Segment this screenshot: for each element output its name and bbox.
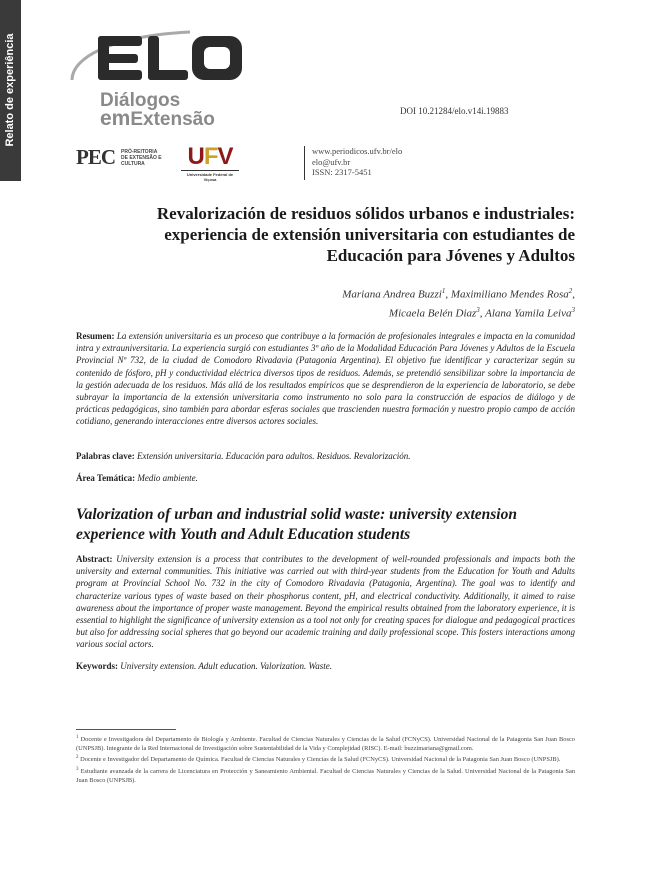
article-title: Revalorización de residuos sólidos urbanos e industriales: experiencia de extensión universitaria con estudiantes de Educación para Jóvenes y Adultos	[156, 204, 575, 265]
author-3: Micaela Belén Diaz	[388, 307, 477, 320]
footnote-3-marker: 3	[76, 767, 79, 773]
author-4-affiliation: 3	[571, 305, 575, 314]
pec-logo	[76, 145, 165, 170]
keywords-label: Keywords:	[76, 661, 118, 671]
ufv-logo	[181, 144, 239, 182]
footnote-3-text: Estudiante avanzada de la carrera de Licenciatura en Protección y Saneamiento Ambiental. Facultad de Ciencias Naturales y Ciencias de la Salud. Universidad Nacional de la Patagonia San Juan Bosco (UNPSJB).	[76, 768, 575, 784]
doi[interactable]: DOI 10.21284/elo.v14i.19883	[400, 106, 509, 116]
area-tematica-section	[76, 472, 575, 484]
ufv-f: F	[203, 143, 218, 170]
area-tematica-text: Medio ambiente.	[137, 473, 198, 483]
footnote-1	[76, 734, 575, 753]
resumen-label: Resumen:	[76, 331, 115, 341]
footnote-2	[76, 754, 575, 765]
footnote-2-marker: 2	[76, 755, 79, 761]
abstract-label: Abstract:	[76, 554, 113, 564]
palabras-clave-section	[76, 450, 575, 462]
keywords-section	[76, 660, 575, 672]
resumen-text: La extensión universitaria es un proceso que contribuye a la formación de profesionales integrales e impacta en la comunidad intra y extrauniversitaria. La experiencia surgió con estudiantes 3º año de la Modalidad Educación Para Jóvenes y Adultos de la Escuela Provincial Nº 732, de la ciudad de Comodoro Rivadavia (Patagonia Argentina). El objetivo fue identificar y caracterizar según su contenido de fósforo, pH y conductividad eléctrica diversos tipos de residuos. Además, se pretendió sensibilizar sobre la importancia de la gestión adecuada de los residuos. Más allá de los resultados empíricos que se desprendieron de la experiencia de laboratorio, se debe subrayar la importancia de la extensión universitaria como instrumento no solo para la construcción de espacios de diálogo y de prácticas pedagógicas, sino también para abordar esferas sociales que trascienden nuestra formación y nuestro propio campo de acción cotidiano, generando interacciones entre diversos actores sociales.	[76, 331, 576, 427]
keywords-text: University extension. Adult education. Valorization. Waste.	[120, 661, 332, 671]
journal-contact	[312, 146, 402, 178]
elo-logo	[70, 28, 250, 94]
pec-logo-text: PEC	[76, 145, 115, 169]
ufv-logo-letters	[181, 144, 239, 170]
resumen-section	[76, 330, 575, 428]
logo-line-2-rest: Extensão	[130, 109, 215, 130]
section-side-tab	[0, 0, 21, 181]
journal-url[interactable]: www.periodicos.ufv.br/elo	[312, 146, 403, 156]
contact-divider	[304, 146, 305, 180]
english-title: Valorization of urban and industrial solid waste: university extension experience with Youth and Adult Education students	[76, 506, 517, 543]
author-1: Mariana Andrea Buzzi	[342, 288, 442, 301]
author-2-affiliation: 2	[568, 287, 573, 295]
journal-issn: ISSN: 2317-5451	[312, 167, 372, 177]
author-3-affiliation: 3	[476, 305, 480, 314]
author-list: Mariana Andrea Buzzi$^1$, Maximiliano Mendes Rosa$^2$, Micaela Belén Diaz$^3$, Alana Yamila Leiva$^3$	[342, 287, 575, 320]
footnote-1-marker: 1	[76, 735, 79, 740]
logo-line-1: Diálogos	[100, 90, 181, 111]
ufv-u: U	[187, 143, 204, 170]
area-tematica-label: Área Temática:	[76, 473, 136, 483]
abstract-text: University extension is a process that contributes to the development of well-rounded professionals and impacts both the university and external communities. This initiative was carried out with third-year students from the Education for Youth and Adults program at Provincial School No. 732 in the city of Comodoro Rivadavia (Patagonia, Argentina). The goal was to identify and characterize various types of waste based on their phosphorus content, pH, and electrical conductivity. Additionally, it aimed to raise awareness about the importance of proper waste management. Beyond the empirical results obtained from the laboratory experience, it is essential to highlight the significance of university extension as a tool not only for creating spaces for dialogue and pedagogical practices but also for addressing social spheres that go beyond our academic training and daily professional scope. This fosters interactions among various social actors.	[76, 554, 575, 650]
pec-logo-subtitle: PRÓ-REITORIA DE EXTENSÃO E CULTURA	[121, 148, 162, 167]
journal-email[interactable]: elo@ufv.br	[312, 156, 351, 167]
footnote-rule	[76, 729, 176, 730]
palabras-clave-text: Extensión universitaria. Educación para adultos. Residuos. Revalorización.	[137, 451, 411, 461]
footnote-3	[76, 766, 575, 785]
ufv-v: V	[217, 143, 233, 170]
author-2: Maximiliano Mendes Rosa	[450, 288, 569, 301]
abstract-section	[76, 553, 575, 651]
footnote-2-text: Docente e Investigador del Departamento de Química. Facultad de Ciencias Naturales y Ciencias de la Salud (FCNyCS). Universidad Nacional de la Patagonia San Juan Bosco (UNPSJB).	[80, 756, 561, 764]
side-tab-label: Relato de experiência	[4, 33, 16, 147]
logo-subtitle	[100, 92, 215, 129]
footnote-1-text: Docente e Investigadora del Departamento de Biología y Ambiente. Facultad de Ciencias Naturales y Ciencias de la Salud (FCNyCS). Universidad Nacional de la Patagonia San Juan Bosco (UNPSJB). Integrante de la Red Internacional de Investigación sobre Sustentabilidad de la Vida y Complejidad (RISC). E-mail: buzzimariana@gmail.com.	[76, 736, 575, 752]
logo-line-2-em: em	[100, 107, 131, 130]
footnotes	[76, 734, 575, 786]
author-1-affiliation: 1	[441, 287, 446, 295]
palabras-clave-label: Palabras clave:	[76, 451, 135, 461]
author-4: Alana Yamila Leiva	[485, 307, 572, 320]
ufv-logo-subtitle: Universidade Federal de Viçosa	[181, 170, 239, 182]
